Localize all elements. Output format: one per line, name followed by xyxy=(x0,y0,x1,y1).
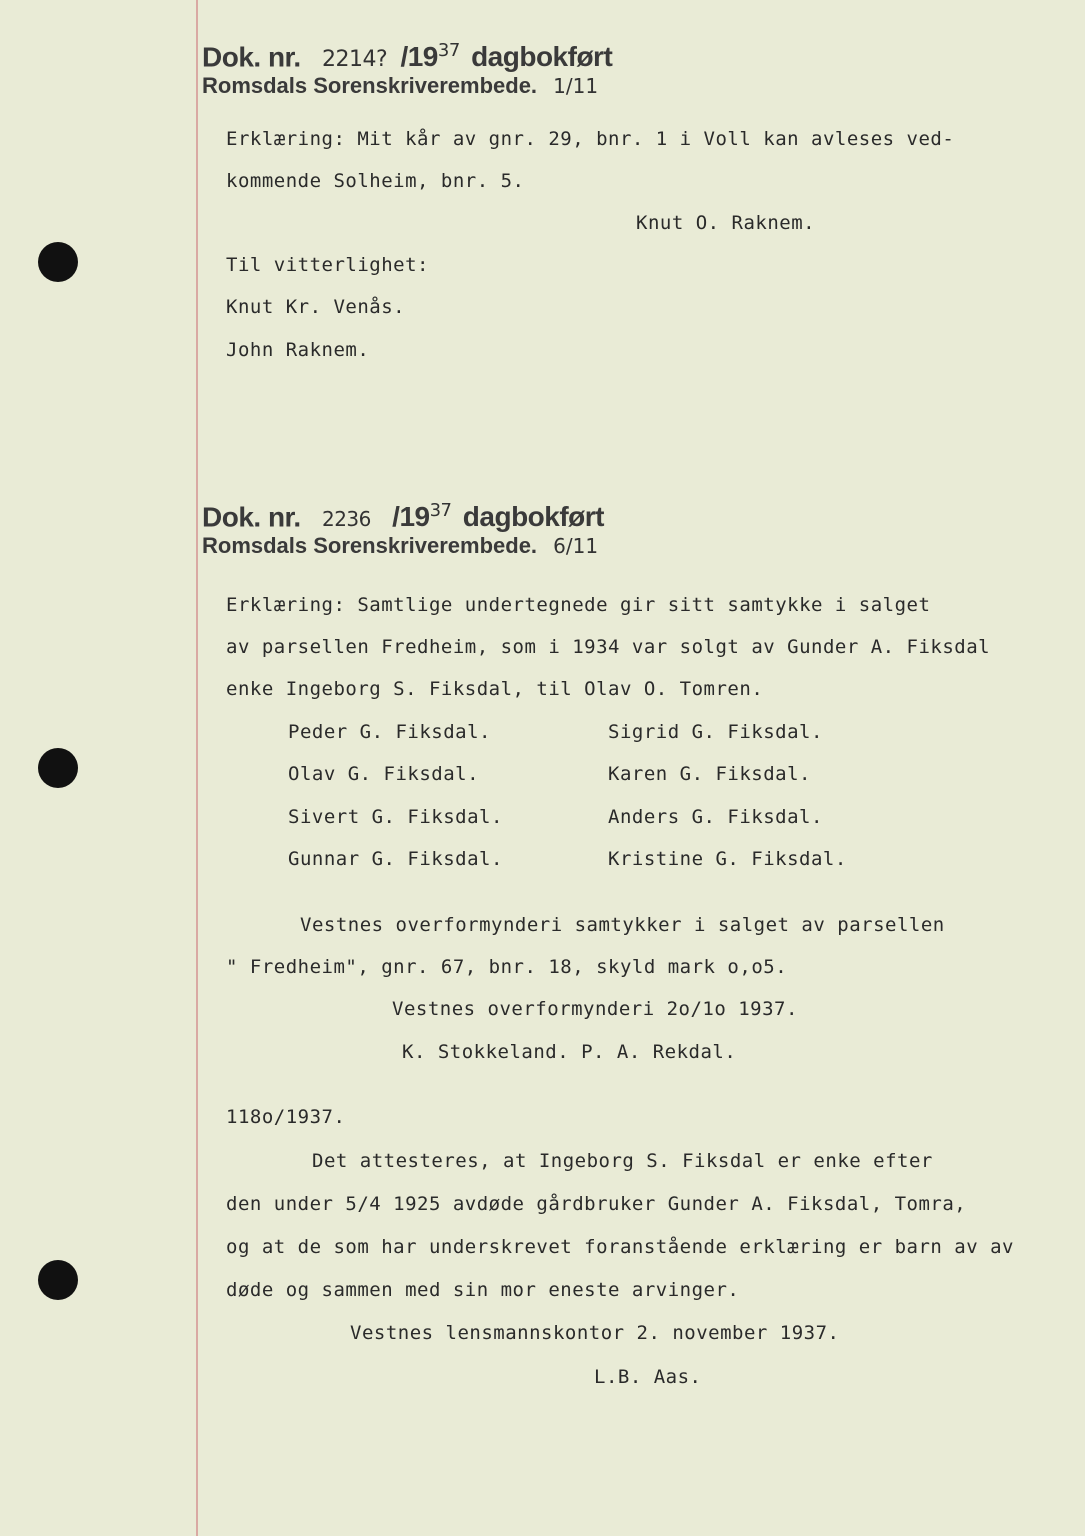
doc1-signature: Knut O. Raknem. xyxy=(636,212,816,234)
doc2-date: 6/11 xyxy=(553,534,599,559)
doc2-intro-1: Erklæring: Samtlige undertegnede gir sitt samtykke i salget xyxy=(226,594,931,616)
doc1-witness-2: John Raknem. xyxy=(226,339,370,361)
doc1-witness-heading: Til vitterlighet: xyxy=(226,254,429,276)
doc2-consent-1: Vestnes overformynderi samtykker i salget av parsellen xyxy=(300,914,945,936)
doc2-consent-place-date: Vestnes overformynderi 2o/1o 1937. xyxy=(392,998,798,1020)
punch-hole-top xyxy=(38,242,78,282)
doc1-office: Romsdals Sorenskriverembede. xyxy=(202,73,538,99)
doc2-signer-left-1: Peder G. Fiksdal. xyxy=(288,721,491,743)
doc2-attest-2: den under 5/4 1925 avdøde gårdbruker Gunder A. Fiksdal, Tomra, xyxy=(226,1193,967,1215)
doc1-line-1: Erklæring: Mit kår av gnr. 29, bnr. 1 i Voll kan avleses ved- xyxy=(226,128,955,150)
doc2-year-prefix: /19 xyxy=(392,501,430,533)
doc2-year-suffix: 37 xyxy=(429,500,452,521)
doc1-date: 1/11 xyxy=(553,74,599,99)
doc2-attest-3: og at de som har underskrevet foranstående erklæring er barn av av xyxy=(226,1236,1014,1258)
doc2-office: Romsdals Sorenskriverembede. xyxy=(202,533,538,559)
doc2-intro-3: enke Ingeborg S. Fiksdal, til Olav O. Tomren. xyxy=(226,678,764,700)
punch-hole-bottom xyxy=(38,1260,78,1300)
doc1-year-prefix: /19 xyxy=(400,41,438,73)
doc1-year-suffix: 37 xyxy=(437,40,460,61)
doc2-signer-right-1: Sigrid G. Fiksdal. xyxy=(608,721,823,743)
doc1-stamp-suffix: dagbokført xyxy=(471,41,613,73)
doc2-signer-right-2: Karen G. Fiksdal. xyxy=(608,763,811,785)
doc2-attest-place-date: Vestnes lensmannskontor 2. november 1937. xyxy=(350,1322,840,1344)
doc2-stamp-suffix: dagbokført xyxy=(462,501,605,533)
doc2-signer-right-4: Kristine G. Fiksdal. xyxy=(608,848,847,870)
doc1-number: 2214? xyxy=(321,47,388,73)
doc2-signer-right-3: Anders G. Fiksdal. xyxy=(608,806,823,828)
doc2-signer-left-2: Olav G. Fiksdal. xyxy=(288,763,480,785)
doc2-attest-1: Det attesteres, at Ingeborg S. Fiksdal er enke efter xyxy=(312,1150,933,1172)
doc2-stamp-prefix: Dok. nr. xyxy=(202,501,301,533)
doc1-witness-1: Knut Kr. Venås. xyxy=(226,296,406,318)
doc2-stamp xyxy=(202,500,604,559)
doc2-signer-left-4: Gunnar G. Fiksdal. xyxy=(288,848,503,870)
doc2-consent-signatures: K. Stokkeland. P. A. Rekdal. xyxy=(402,1041,737,1063)
margin-rule xyxy=(196,0,198,1536)
doc2-attest-4: døde og sammen med sin mor eneste arvinger. xyxy=(226,1279,740,1301)
doc2-consent-2: " Fredheim", gnr. 67, bnr. 18, skyld mark o,o5. xyxy=(226,956,788,978)
doc2-reference-number: 118o/1937. xyxy=(226,1106,346,1128)
doc2-signer-left-3: Sivert G. Fiksdal. xyxy=(288,806,503,828)
doc1-stamp-prefix: Dok. nr. xyxy=(202,41,301,73)
doc2-intro-2: av parsellen Fredheim, som i 1934 var solgt av Gunder A. Fiksdal xyxy=(226,636,991,658)
doc1-stamp xyxy=(202,40,612,99)
doc2-attest-signature: L.B. Aas. xyxy=(594,1366,702,1388)
punch-hole-middle xyxy=(38,748,78,788)
doc1-line-2: kommende Solheim, bnr. 5. xyxy=(226,170,525,192)
doc2-number: 2236 xyxy=(321,507,371,532)
